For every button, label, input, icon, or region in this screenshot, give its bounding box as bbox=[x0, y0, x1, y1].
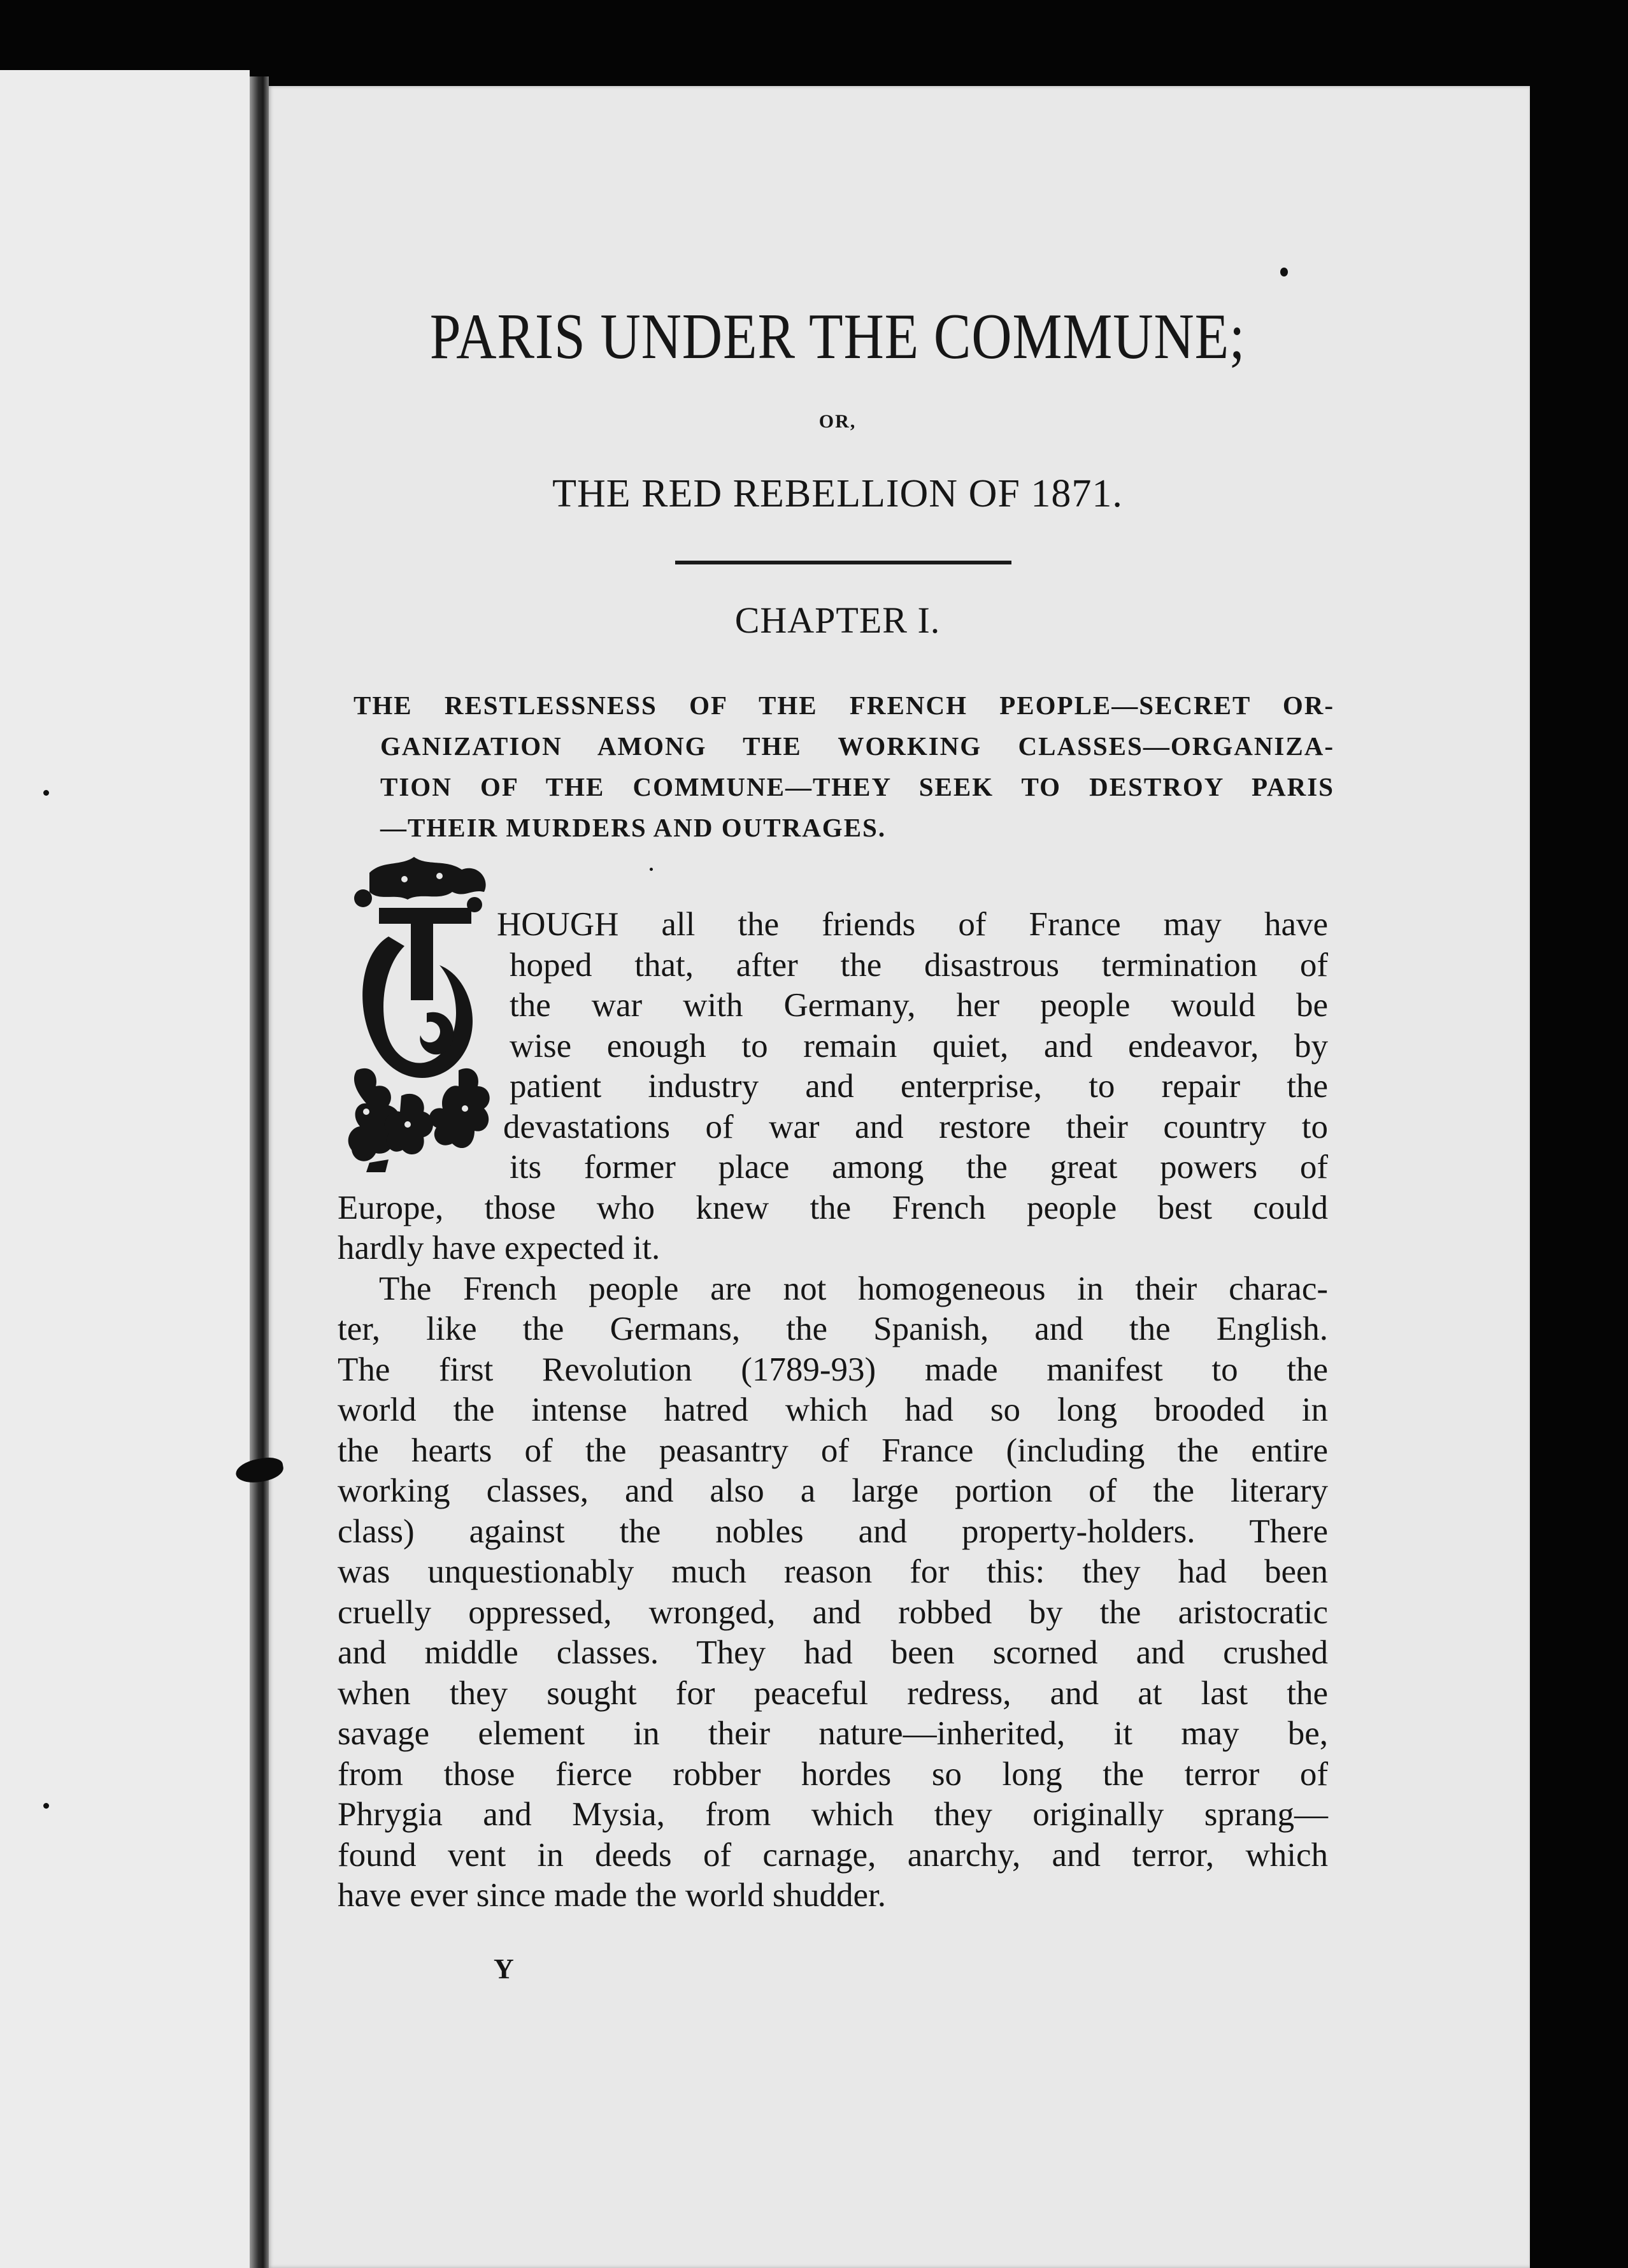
summary-line: GANIZATION AMONG THE WORKING CLASSES—ORGANIZA- bbox=[380, 731, 1334, 761]
chapter-summary bbox=[353, 685, 1334, 848]
paragraph-line: hoped that, after the disastrous termination of bbox=[510, 946, 1328, 984]
paragraph-line: found vent in deeds of carnage, anarchy, and terror, which bbox=[338, 1836, 1328, 1874]
chapter-heading: CHAPTER I. bbox=[734, 599, 941, 641]
body-text bbox=[338, 905, 1328, 1916]
signature-mark: Y bbox=[494, 1953, 514, 1984]
paragraph-line: savage element in their nature—inherited, it may be, bbox=[338, 1715, 1328, 1752]
paragraph-line: working classes, and also a large portion of the literary bbox=[338, 1472, 1328, 1509]
paragraph-line: wise enough to remain quiet, and endeavor, by bbox=[510, 1027, 1328, 1065]
paragraph-line: HOUGH all the friends of France may have bbox=[497, 906, 1328, 943]
summary-line: —THEIR MURDERS AND OUTRAGES. bbox=[380, 813, 887, 842]
paragraph-line: was unquestionably much reason for this: they had been bbox=[338, 1553, 1328, 1590]
paragraph-line: cruelly oppressed, wronged, and robbed by the aristocratic bbox=[338, 1593, 1328, 1631]
ink-speck bbox=[43, 790, 49, 796]
summary-line: TION OF THE COMMUNE—THEY SEEK TO DESTROY PARIS bbox=[380, 772, 1334, 801]
paragraph-line: its former place among the great powers of bbox=[510, 1149, 1328, 1186]
paragraph-line: and middle classes. They had been scorned and crushed bbox=[338, 1634, 1328, 1671]
book-subtitle: THE RED REBELLION OF 1871. bbox=[552, 472, 1123, 515]
paragraph-line: class) against the nobles and property-holders. There bbox=[338, 1512, 1328, 1550]
ink-speck bbox=[650, 868, 653, 871]
paragraph-line: the war with Germany, her people would be bbox=[510, 987, 1328, 1024]
book-title: PARIS UNDER THE COMMUNE; bbox=[429, 301, 1246, 373]
paragraph-line: The French people are not homogeneous in their charac- bbox=[379, 1270, 1328, 1307]
paragraph-line: Europe, those who knew the French people best could bbox=[338, 1189, 1328, 1226]
paragraph-line: hardly have expected it. bbox=[338, 1230, 660, 1267]
title-or: OR, bbox=[818, 411, 857, 432]
paragraph-line: The first Revolution (1789-93) made manifest to the bbox=[338, 1351, 1328, 1388]
paragraph-line: ter, like the Germans, the Spanish, and the English. bbox=[338, 1310, 1328, 1347]
ink-speck bbox=[43, 1803, 49, 1809]
summary-line: THE RESTLESSNESS OF THE FRENCH PEOPLE—SECRET OR- bbox=[353, 691, 1334, 720]
paragraph-line: devastations of war and restore their country to bbox=[503, 1108, 1328, 1145]
paragraph-line: patient industry and enterprise, to repair the bbox=[510, 1068, 1328, 1105]
paragraph-line: the hearts of the peasantry of France (including the entire bbox=[338, 1432, 1328, 1469]
paragraph-line: when they sought for peaceful redress, and at last the bbox=[338, 1674, 1328, 1712]
paragraph-line: world the intense hatred which had so long brooded in bbox=[338, 1391, 1328, 1428]
ink-speck bbox=[1280, 268, 1288, 276]
title-divider bbox=[675, 561, 1011, 564]
paragraph-line: from those fierce robber hordes so long the terror of bbox=[338, 1755, 1328, 1793]
book-gutter bbox=[250, 76, 269, 2268]
paragraph-line: have ever since made the world shudder. bbox=[338, 1877, 886, 1914]
paragraph-line: Phrygia and Mysia, from which they originally sprang— bbox=[338, 1796, 1328, 1833]
left-page bbox=[0, 70, 250, 2268]
